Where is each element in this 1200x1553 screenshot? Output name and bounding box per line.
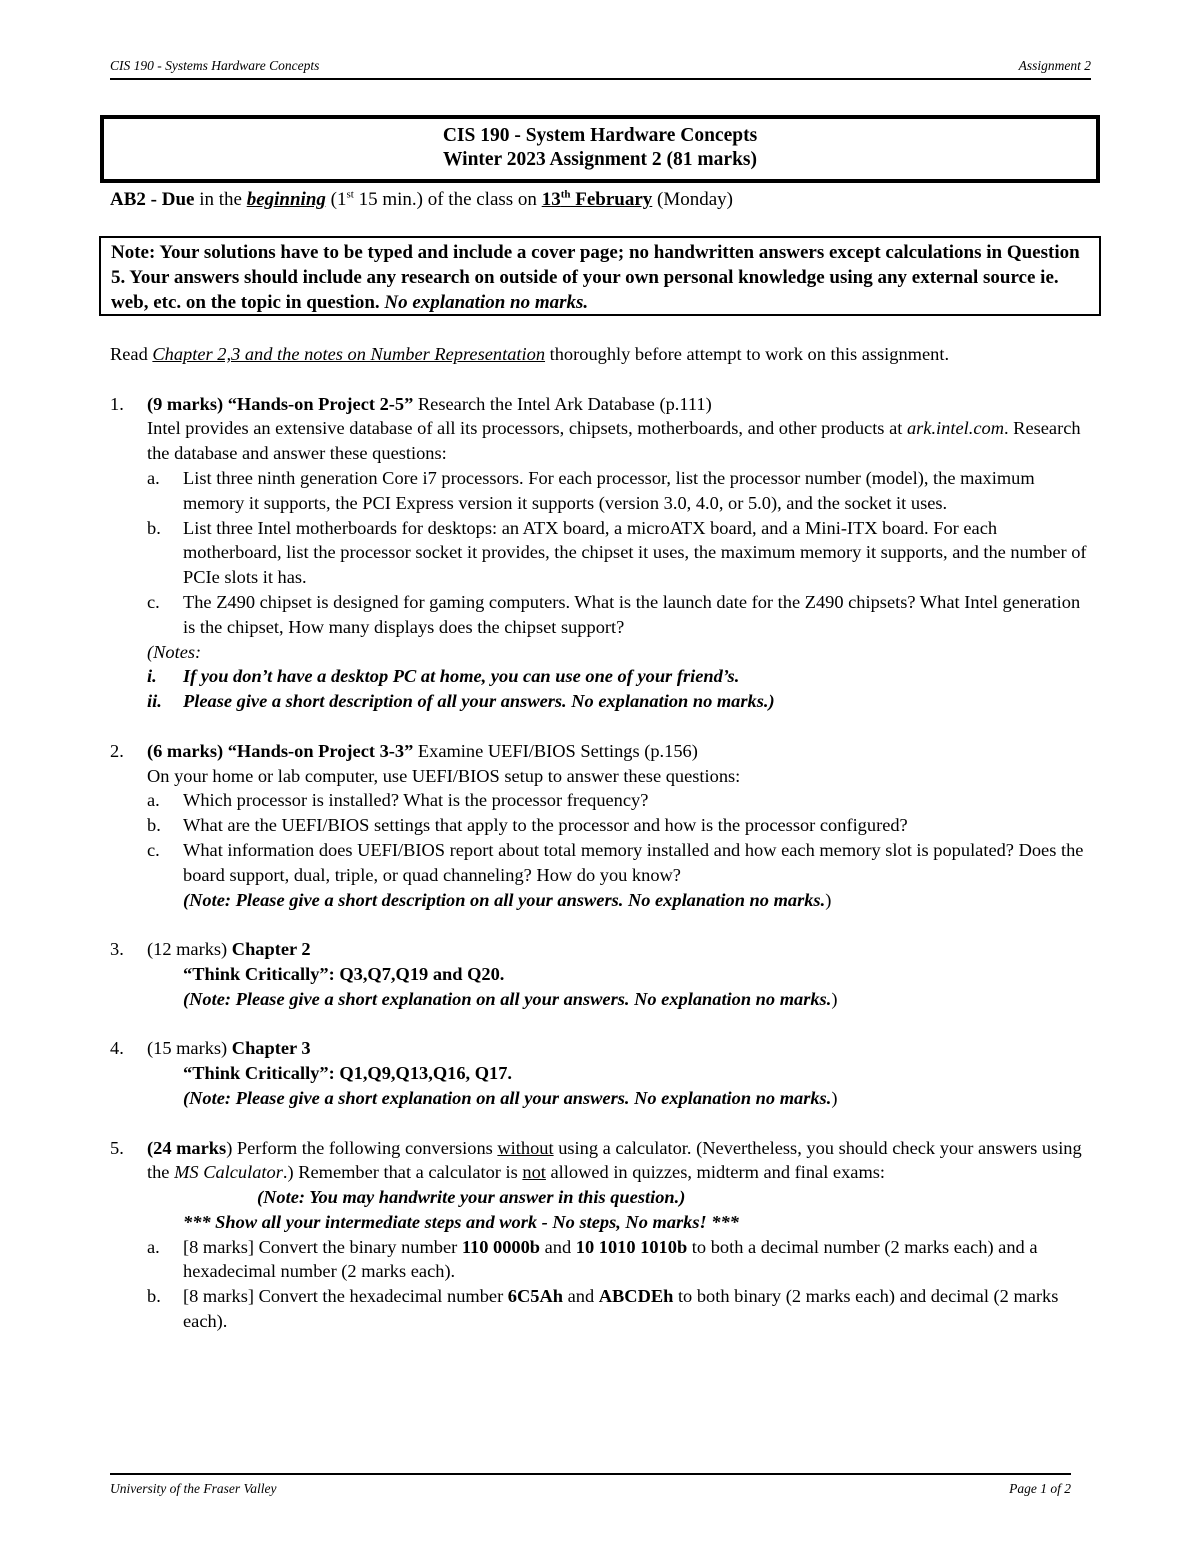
due-beginning: beginning — [246, 189, 326, 210]
ms-calculator: MS Calculator — [174, 1162, 283, 1183]
sub-text: What are the UEFI/BIOS settings that apply to the processor and how is the processor configured? — [183, 815, 908, 836]
due-sup: th — [560, 188, 571, 201]
sub-question — [147, 838, 1095, 888]
question-3 — [110, 937, 1095, 1011]
sub-question — [147, 1284, 1095, 1334]
intro-reading: Chapter 2,3 and the notes on Number Representation — [152, 344, 546, 364]
question-text: allowed in quizzes, midterm and final exams: — [545, 1162, 886, 1183]
question-marks: (24 marks — [147, 1137, 227, 1158]
due-sup: st — [346, 188, 354, 201]
question-number: 1. — [110, 393, 124, 414]
note-text: Note: Your solutions have to be typed and include a cover page; no handwritten answers except calculations in Question 5. Your answers should include any research on outside of your own personal knowledge using any external source ie. web, etc. on the topic in question. — [111, 242, 1080, 313]
sub-text: What information does UEFI/BIOS report about total memory installed and how each memory slot is populated? Does the board support, dual, triple, or quad channeling? How do you know? — [183, 839, 1084, 885]
sub-letter: b. — [147, 517, 161, 538]
question-note: (Note: Please give a short explanation on all your answers. No explanation no marks. — [183, 1087, 832, 1108]
header-assignment: Assignment 2 — [1018, 58, 1091, 73]
footer-university: University of the Fraser Valley — [110, 1481, 277, 1496]
hex-number: ABCDEh — [598, 1286, 674, 1307]
sub-question — [147, 466, 1095, 516]
question-desc: On your home or lab computer, use UEFI/BIOS setup to answer these questions: — [147, 765, 741, 786]
question-2 — [110, 739, 1095, 913]
due-text: in the — [194, 189, 247, 210]
emphasis-without: without — [497, 1137, 554, 1158]
question-text: using a calculator. (Nevertheless, you should check your answers using the — [147, 1137, 1082, 1183]
due-text: (Monday) — [652, 189, 733, 210]
binary-number: 10 1010 1010b — [575, 1236, 688, 1257]
note-item — [147, 689, 1095, 714]
question-note: (Note: Please give a short explanation on all your answers. No explanation no marks. — [183, 988, 832, 1009]
title-box — [100, 115, 1100, 183]
due-date: 13 — [541, 189, 561, 210]
page-header — [110, 58, 1091, 80]
notes-label: (Notes: — [147, 641, 202, 662]
question-heading: Examine UEFI/BIOS Settings (p.156) — [413, 740, 698, 761]
question-heading: Research the Intel Ark Database (p.111) — [413, 393, 712, 414]
note-text: If you don’t have a desktop PC at home, you can use one of your friend’s. — [183, 666, 740, 687]
question-number: 3. — [110, 939, 124, 960]
question-note-end: ) — [825, 889, 832, 910]
note-box — [99, 236, 1101, 316]
think-critically: “Think Critically”: Q3,Q7,Q19 and Q20. — [183, 963, 505, 984]
note-numeral: ii. — [147, 691, 162, 712]
website-link: ark.intel.com — [906, 418, 1004, 439]
question-desc: Intel provides an extensive database of all its processors, chipsets, motherboards, and other products at — [147, 418, 907, 439]
question-4 — [110, 1036, 1095, 1110]
question-5 — [110, 1136, 1095, 1334]
question-number: 2. — [110, 740, 124, 761]
sub-letter: a. — [147, 467, 160, 488]
note-text: Please give a short description of all your answers. No explanation no marks.) — [183, 691, 775, 712]
title-line-1: CIS 190 - System Hardware Concepts — [442, 125, 758, 146]
intro-text: thoroughly before attempt to work on this assignment. — [545, 344, 950, 364]
question-marks: (15 marks) — [147, 1038, 228, 1059]
question-marks: (12 marks) — [147, 939, 228, 960]
due-text: (1 — [325, 189, 347, 210]
question-marks-end: ) — [226, 1137, 233, 1158]
sub-question — [147, 813, 1095, 838]
sub-letter: a. — [147, 1236, 160, 1257]
question-number: 5. — [110, 1137, 124, 1158]
sub-text: and — [562, 1286, 599, 1307]
sub-letter: b. — [147, 1286, 161, 1307]
sub-question — [147, 516, 1095, 590]
question-note-end: ) — [831, 1087, 838, 1108]
intro-text: Read — [110, 344, 153, 364]
intro-paragraph — [110, 342, 1095, 367]
title-line-2: Winter 2023 Assignment 2 (81 marks) — [443, 149, 757, 170]
sub-question — [147, 1235, 1095, 1285]
sub-text: The Z490 chipset is designed for gaming computers. What is the launch date for the Z490 chipsets? What Intel generation is the chipset, How many displays does the chipset support? — [183, 591, 1081, 637]
handwrite-note: (Note: You may handwrite your answer in this question.) — [257, 1187, 686, 1208]
sub-letter: b. — [147, 815, 161, 836]
question-1 — [110, 392, 1095, 714]
sub-letter: c. — [147, 591, 160, 612]
binary-number: 110 0000b — [461, 1236, 541, 1257]
assignment-content — [110, 342, 1095, 1334]
question-number: 4. — [110, 1038, 124, 1059]
question-desc: . Research the database and answer these questions: — [147, 418, 1081, 464]
sub-text: [8 marks] Convert the binary number — [183, 1236, 462, 1257]
sub-text: [8 marks] Convert the hexadecimal number — [183, 1286, 508, 1307]
sub-text: to both a decimal number (2 marks each) and a hexadecimal number (2 marks each). — [183, 1236, 1038, 1282]
steps-note: *** Show all your intermediate steps and work - No steps, No marks! *** — [183, 1211, 739, 1232]
sub-letter: a. — [147, 790, 160, 811]
question-text: Perform the following conversions — [232, 1137, 498, 1158]
question-chapter: Chapter 3 — [227, 1038, 311, 1059]
sub-text: to both binary (2 marks each) and decimal (2 marks each). — [183, 1286, 1059, 1332]
think-critically: “Think Critically”: Q1,Q9,Q13,Q16, Q17. — [183, 1063, 513, 1084]
question-project: “Hands-on Project 3-3” — [223, 740, 414, 761]
header-course: CIS 190 - Systems Hardware Concepts — [110, 58, 320, 73]
question-marks: (9 marks) — [147, 393, 224, 414]
question-note: (Note: Please give a short description on all your answers. No explanation no marks. — [183, 889, 826, 910]
question-chapter: Chapter 2 — [227, 939, 311, 960]
page-footer — [110, 1473, 1071, 1497]
hex-number: 6C5Ah — [507, 1286, 563, 1307]
due-prefix: AB2 - Due — [110, 189, 195, 210]
due-line — [110, 189, 733, 211]
due-month: February — [570, 189, 653, 210]
sub-text: List three ninth generation Core i7 processors. For each processor, list the processor number (model), the maximum memory it supports, the PCI Express version it supports (version 3.0, 4.0, or 5.0), and the socket it uses. — [183, 467, 1035, 513]
sub-question — [147, 788, 1095, 813]
note-numeral: i. — [147, 666, 157, 687]
note-italic: No explanation no marks. — [384, 292, 589, 313]
due-text: 15 min.) of the class on — [353, 189, 542, 210]
question-marks: (6 marks) — [147, 740, 224, 761]
sub-text: and — [540, 1236, 576, 1257]
footer-page-number: Page 1 of 2 — [1009, 1481, 1071, 1496]
sub-question — [147, 590, 1095, 640]
sub-text: List three Intel motherboards for desktops: an ATX board, a microATX board, and a Mini-ITX board. For each motherboard, list the processor socket it provides, the chipset it uses, the maximum memory it supports, and the number of PCIe slots it has. — [183, 517, 1087, 588]
note-item — [147, 664, 1095, 689]
question-note-end: ) — [831, 988, 838, 1009]
sub-text: Which processor is installed? What is the processor frequency? — [183, 790, 649, 811]
emphasis-not: not — [522, 1162, 546, 1183]
sub-letter: c. — [147, 839, 160, 860]
question-text: .) Remember that a calculator is — [282, 1162, 523, 1183]
question-project: “Hands-on Project 2-5” — [223, 393, 414, 414]
